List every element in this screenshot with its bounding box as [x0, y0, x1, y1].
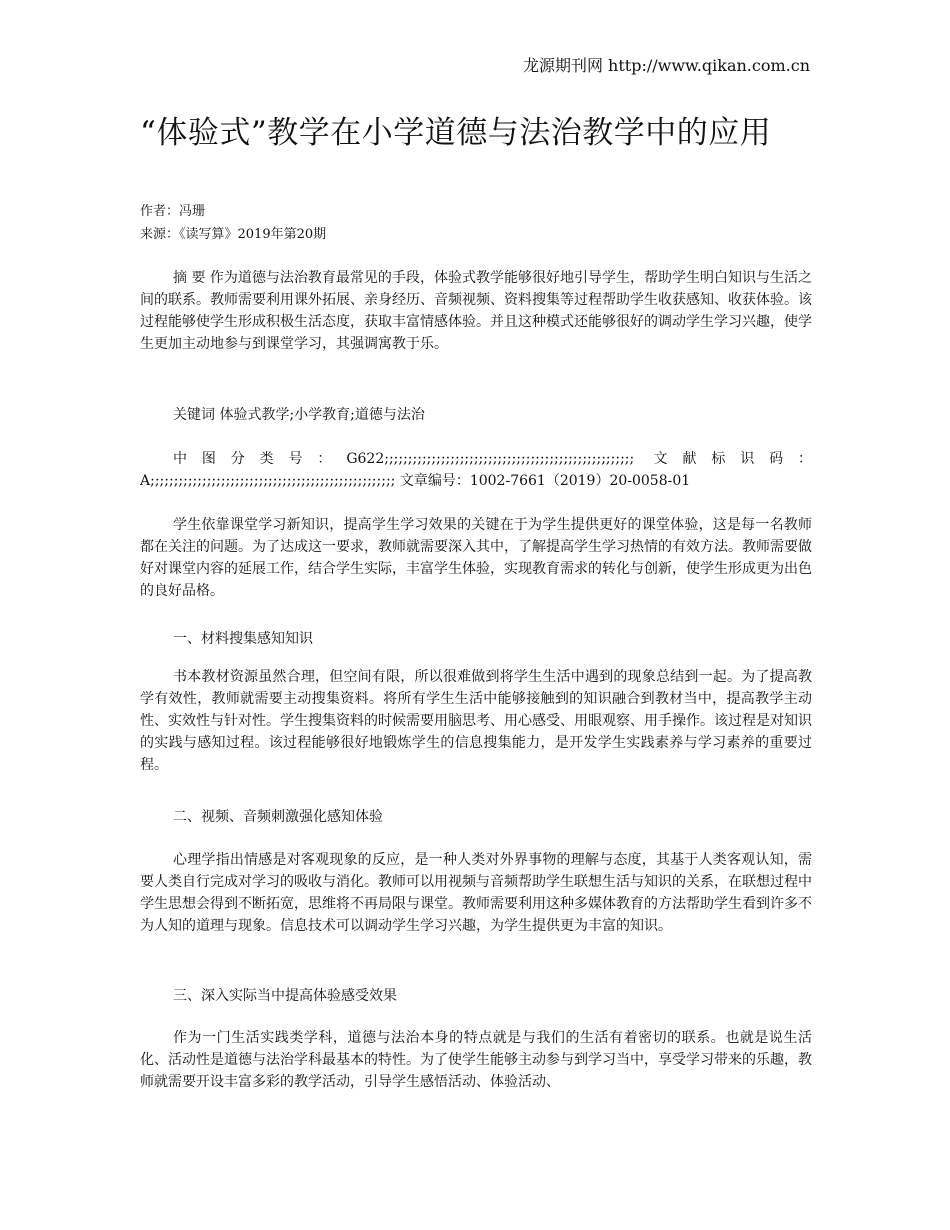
site-header: 龙源期刊网 http://www.qikan.com.cn	[522, 56, 810, 75]
intro-paragraph: 学生依靠课堂学习新知识，提高学生学习效果的关键在于为学生提供更好的课堂体验，这是每一名教师都在关注的问题。为了达成这一要求，教师就需要深入其中，了解提高学生学习热情的有效方法。教师需要做好对课堂内容的延展工作，结合学生实际，丰富学生体验，实现教育需求的转化与创新，使学生形成更为出色的良好品格。	[140, 517, 812, 599]
section-3-paragraph: 作为一门生活实践类学科，道德与法治本身的特点就是与我们的生活有着密切的联系。也就是说生活化、活动性是道德与法治学科最基本的特性。为了使学生能够主动参与到学习当中，享受学习带来的乐趣，教师就需要开设丰富多彩的教学活动，引导学生感悟活动、体验活动、	[140, 1030, 812, 1090]
classification-info: 中图分类号：G622;;;;;;;;;;;;;;;;;;;;;;;;;;;;;;;;;;;;;;;;;;;;;;;;;;;;; 文献标识码：A;;;;;;;;;;;;;;;;;;;;;;;;;;;;;;;;;;;;;;;;;;;;;;;;;;;; 文章编号：1002-7661（2019）20-0058-01	[140, 451, 812, 489]
section-heading-1: 一、材料搜集感知知识	[173, 631, 313, 647]
section-1-paragraph: 书本教材资源虽然合理，但空间有限，所以很难做到将学生生活中遇到的现象总结到一起。为了提高教学有效性，教师就需要主动搜集资料。将所有学生生活中能够接触到的知识融合到教材当中，提高教学主动性、实效性与针对性。学生搜集资料的时候需要用脑思考、用心感受、用眼观察、用手操作。该过程是对知识的实践与感知过程。该过程能够很好地锻炼学生的信息搜集能力，是开发学生实践素养与学习素养的重要过程。	[140, 669, 812, 773]
abstract-paragraph: 摘 要 作为道德与法治教育最常见的手段，体验式教学能够很好地引导学生，帮助学生明白知识与生活之间的联系。教师需要利用课外拓展、亲身经历、音频视频、资料搜集等过程帮助学生收获感知、收获体验。该过程能够使学生形成积极生活态度，获取丰富情感体验。并且这种模式还能够很好的调动学生学习兴趣，使学生更加主动地参与到课堂学习，其强调寓教于乐。	[140, 270, 812, 352]
article-title: “体验式”教学在小学道德与法治教学中的应用	[140, 115, 772, 151]
section-heading-2: 二、视频、音频刺激强化感知体验	[173, 809, 383, 825]
section-2-paragraph: 心理学指出情感是对客观现象的反应，是一种人类对外界事物的理解与态度，其基于人类客观认知，需要人类自行完成对学习的吸收与消化。教师可以用视频与音频帮助学生联想生活与知识的关系，在联想过程中学生思想会得到不断拓宽，思维将不再局限与课堂。教师需要利用这种多媒体教育的方法帮助学生看到许多不为人知的道理与现象。信息技术可以调动学生学习兴趣，为学生提供更为丰富的知识。	[140, 852, 812, 934]
article-author: 作者：冯珊	[140, 204, 206, 219]
section-heading-3: 三、深入实际当中提高体验感受效果	[173, 988, 397, 1004]
keywords-line: 关键词 体验式教学;小学教育;道德与法治	[173, 407, 425, 423]
article-source: 来源：《读写算》2019年第20期	[140, 227, 327, 242]
